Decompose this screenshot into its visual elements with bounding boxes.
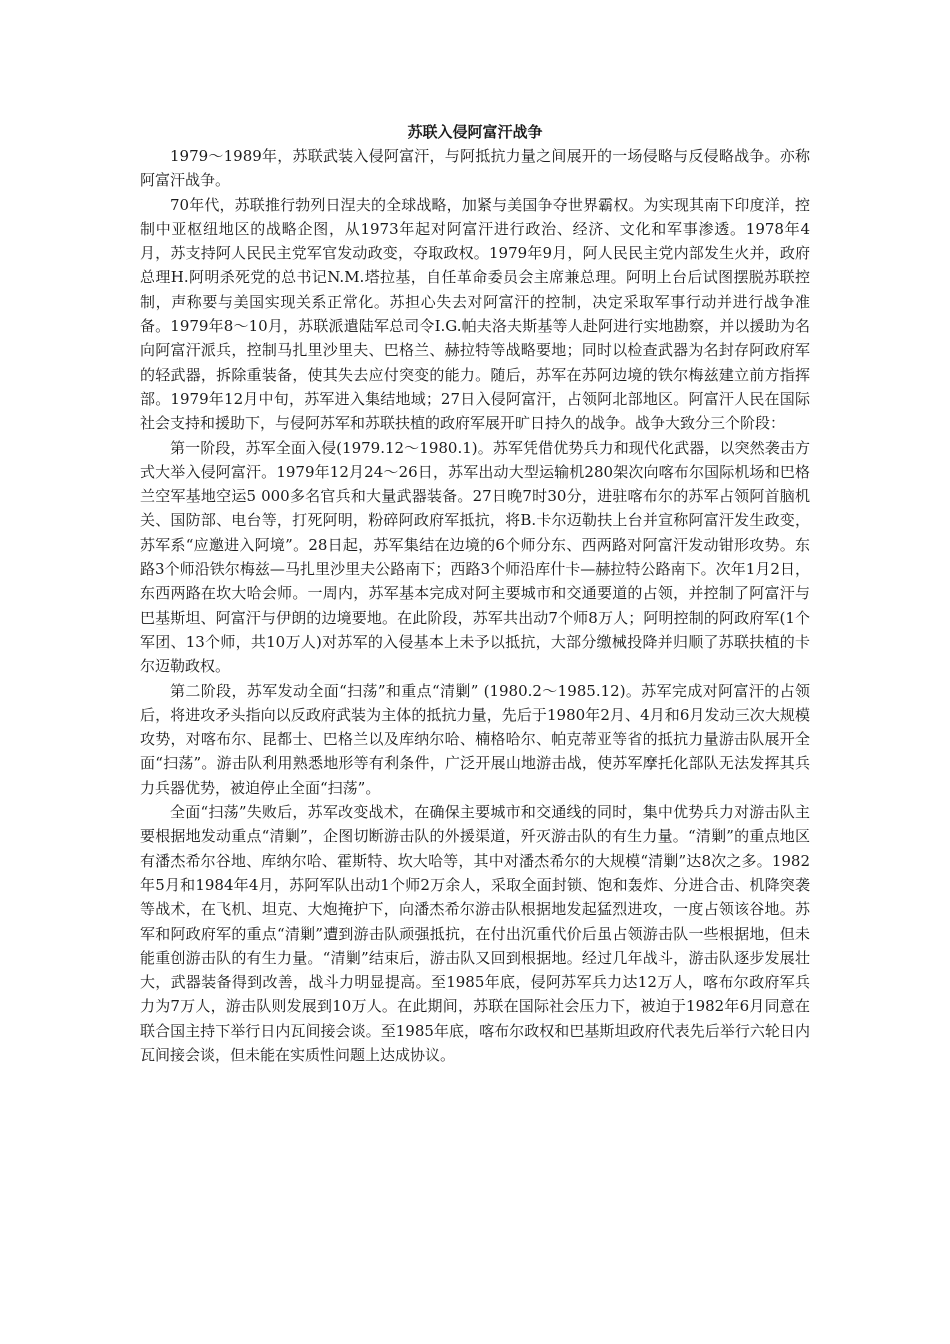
paragraph-stage-one: 第一阶段，苏军全面入侵(1979.12～1980.1)。苏军凭借优势兵力和现代化武器，以突然袭击方式大举入侵阿富汗。1979年12月24～26日，苏军出动大型运输机280架次向喀布尔国际机场和巴格兰空军基地空运5 000多名官兵和大量武器装备。27日晚7时30分，进驻喀布尔的苏军占领阿首脑机关、国防部、电台等，打死阿明，粉碎阿政府军抵抗，将B.卡尔迈勒扶上台并宣称阿富汗发生政变，苏军系“应邀进入阿境”。28日起，苏军集结在边境的6个师分东、西两路对阿富汗发动钳形攻势。东路3个师沿铁尔梅兹—马扎里沙里夫公路南下；西路3个师沿库什卡—赫拉特公路南下。次年1月2日，东西两路在坎大哈会师。一周内，苏军基本完成对阿主要城市和交通要道的占领，并控制了阿富汗与巴基斯坦、阿富汗与伊朗的边境要地。在此阶段，苏军共出动7个师8万人；阿明控制的阿政府军(1个军团、13个师，共10万人)对苏军的入侵基本上未予以抵抗，大部分缴械投降并归顺了苏联扶植的卡尔迈勒政权。: [140, 438, 810, 676]
paragraph-intro: 1979～1989年，苏联武装入侵阿富汗，与阿抵抗力量之间展开的一场侵略与反侵略战争。亦称阿富汗战争。: [140, 147, 810, 190]
paragraph-stage-two-continued: 全面“扫荡”失败后，苏军改变战术，在确保主要城市和交通线的同时，集中优势兵力对游击队主要根据地发动重点“清剿”，企图切断游击队的外援渠道，歼灭游击队的有生力量。“清剿”的重点地区有潘杰希尔谷地、库纳尔哈、霍斯特、坎大哈等，其中对潘杰希尔的大规模“清剿”达8次之多。1982年5月和1984年4月，苏阿军队出动1个师2万余人，采取全面封锁、饱和轰炸、分进合击、机降突袭等战术，在飞机、坦克、大炮掩护下，向潘杰希尔游击队根据地发起猛烈进攻，一度占领该谷地。苏军和阿政府军的重点“清剿”遭到游击队顽强抵抗，在付出沉重代价后虽占领游击队一些根据地，但未能重创游击队的有生力量。“清剿”结束后，游击队又回到根据地。经过几年战斗，游击队逐步发展壮大，武器装备得到改善，战斗力明显提高。至1985年底，侵阿苏军兵力达12万人，喀布尔政府军兵力为7万人，游击队则发展到10万人。在此期间，苏联在国际社会压力下，被迫于1982年6月同意在联合国主持下举行日内瓦间接会谈。至1985年底，喀布尔政权和巴基斯坦政府代表先后举行六轮日内瓦间接会谈，但未能在实质性问题上达成协议。: [140, 803, 810, 1064]
paragraph-stage-two: 第二阶段，苏军发动全面“扫荡”和重点“清剿” (1980.2～1985.12)。苏军完成对阿富汗的占领后，将进攻矛头指向以反政府武装为主体的抵抗力量，先后于1980年2月、4月和6月发动三次大规模攻势，对喀布尔、昆都士、巴格兰以及库纳尔哈、楠格哈尔、帕克蒂亚等省的抵抗力量游击队展开全面“扫荡”。游击队利用熟悉地形等有利条件，广泛开展山地游击战，使苏军摩托化部队无法发挥其兵力兵器优势，被迫停止全面“扫荡”。: [140, 681, 810, 797]
paragraph-background: 70年代，苏联推行勃列日涅夫的全球战略，加紧与美国争夺世界霸权。为实现其南下印度洋，控制中亚枢纽地区的战略企图，从1973年起对阿富汗进行政治、经济、文化和军事渗透。1978年4月，苏支持阿人民民主党军官发动政变，夺取政权。1979年9月，阿人民民主党内部发生火并，政府总理H.阿明杀死党的总书记N.M.塔拉基，自任革命委员会主席兼总理。阿明上台后试图摆脱苏联控制，声称要与美国实现关系正常化。苏担心失去对阿富汗的控制，决定采取军事行动并进行战争准备。1979年8～10月，苏联派遣陆军总司令I.G.帕夫洛夫斯基等人赴阿进行实地勘察，并以援助为名向阿富汗派兵，控制马扎里沙里夫、巴格兰、赫拉特等战略要地；同时以检查武器为名封存阿政府军的轻武器，拆除重装备，使其失去应付突变的能力。随后，苏军在苏阿边境的铁尔梅兹建立前方指挥部。1979年12月中旬，苏军进入集结地域；27日入侵阿富汗，占领阿北部地区。阿富汗人民在国际社会支持和援助下，与侵阿苏军和苏联扶植的政府军展开旷日持久的战争。战争大致分三个阶段：: [140, 195, 810, 433]
document-body: [140, 120, 810, 1067]
document-title: 苏联入侵阿富汗战争: [407, 123, 543, 141]
